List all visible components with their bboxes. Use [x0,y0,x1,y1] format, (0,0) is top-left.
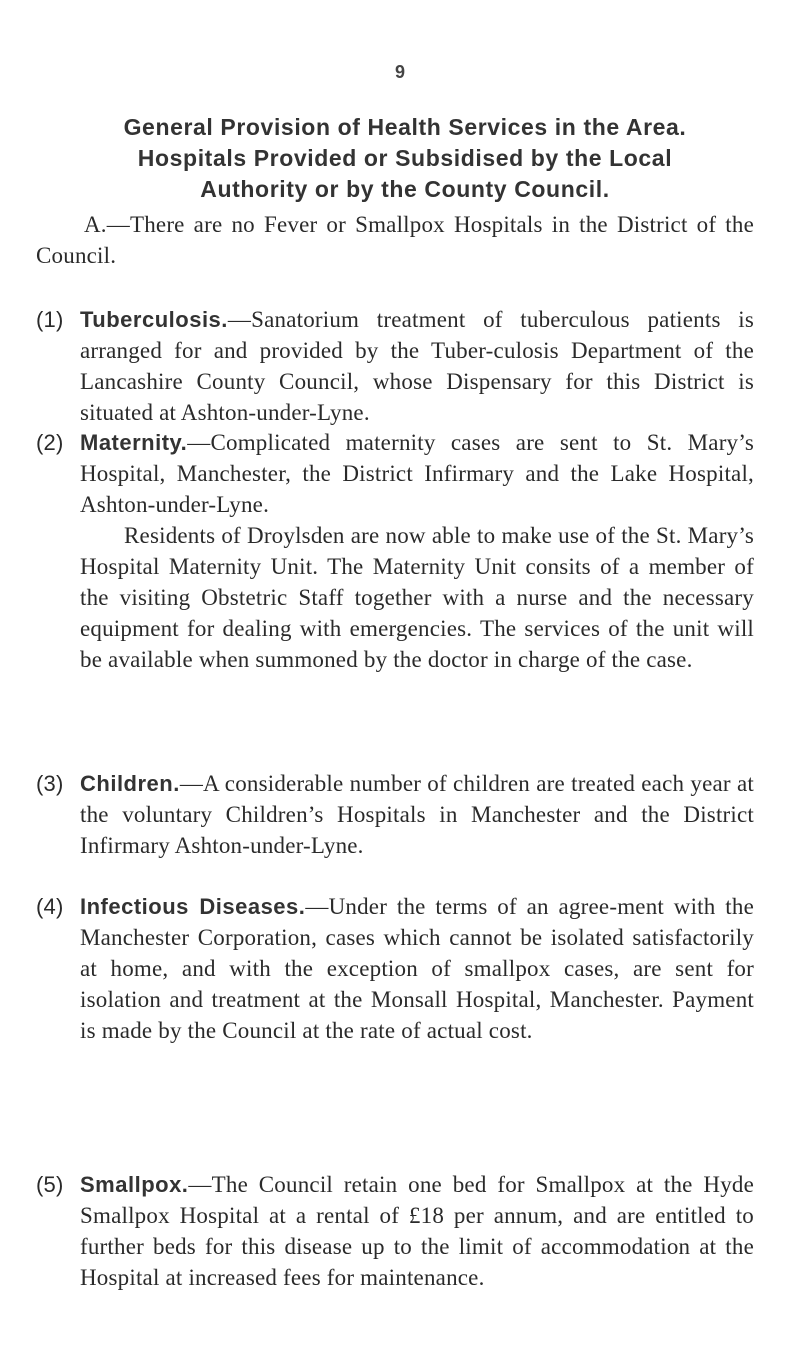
item-number: (2) [36,430,64,455]
item-text: —Complicated maternity cases are sent to St. Mary’s Hospital, Manchester, the District Infirmary and the Lake Hospital, Ashton-under-Lyne. [80,430,754,517]
item-content [80,1169,754,1293]
heading-line-2: Hospitals Provided or Subsidised by the Local [137,145,673,171]
list-item-maternity [36,427,754,675]
item-title: Smallpox. [80,1172,189,1197]
item-text: —A considerable number of children are treated each year at the voluntary Children’s Hospitals in Manchester and the District Infirmary Ashton-under-Lyne. [80,771,754,858]
item-content [80,304,754,428]
list-item-tuberculosis [36,304,754,428]
heading-line-1: General Provision of Health Services in the Area. [123,114,687,140]
item-number: (5) [36,1172,64,1197]
page-number: 9 [394,62,405,82]
list-item-infectious-diseases [36,891,754,1046]
item-content [80,891,754,1046]
item-subparagraph: Residents of Droylsden are now able to make use of the St. Mary’s Hospital Maternity Unit. The Maternity Unit consits of a member of the visiting Obstetric Staff together with a nurse and the necessary equipment for dealing with emergencies. The services of the unit will be available when summoned by the doctor in charge of the case. [80,523,754,672]
item-title: Maternity. [80,430,188,455]
item-title: Children. [80,771,180,796]
item-title: Infectious Diseases. [80,894,306,919]
intro-paragraph: A.—There are no Fever or Smallpox Hospitals in the District of the Council. [36,212,754,268]
item-number: (4) [36,894,64,919]
item-text: —Sanatorium treatment of tuberculous patients is arranged for and provided by the Tuber-culosis Department of the Lancashire County Council, whose Dispensary for this District is situated at Ashton-under-Lyne. [80,307,754,425]
list-item-children [36,768,754,861]
item-title: Tuberculosis. [80,307,228,332]
item-text: —The Council retain one bed for Smallpox at the Hyde Smallpox Hospital at a rental of £18 per annum, and are entitled to further beds for this disease up to the limit of accommodation at the Hospital at increased fees for maintenance. [80,1172,754,1290]
heading-line-3: Authority or by the County Council. [200,176,610,202]
item-number: (3) [36,771,64,796]
item-content [80,768,754,861]
section-heading [60,112,750,205]
item-number: (1) [36,307,64,332]
item-content [80,427,754,520]
list-item-smallpox [36,1169,754,1293]
item-text: —Under the terms of an agree-ment with the Manchester Corporation, cases which cannot be isolated satisfactorily at home, and with the exception of smallpox cases, are sent for isolation and treatment at the Monsall Hospital, Manchester. Payment is made by the Council at the rate of actual cost. [80,894,754,1043]
